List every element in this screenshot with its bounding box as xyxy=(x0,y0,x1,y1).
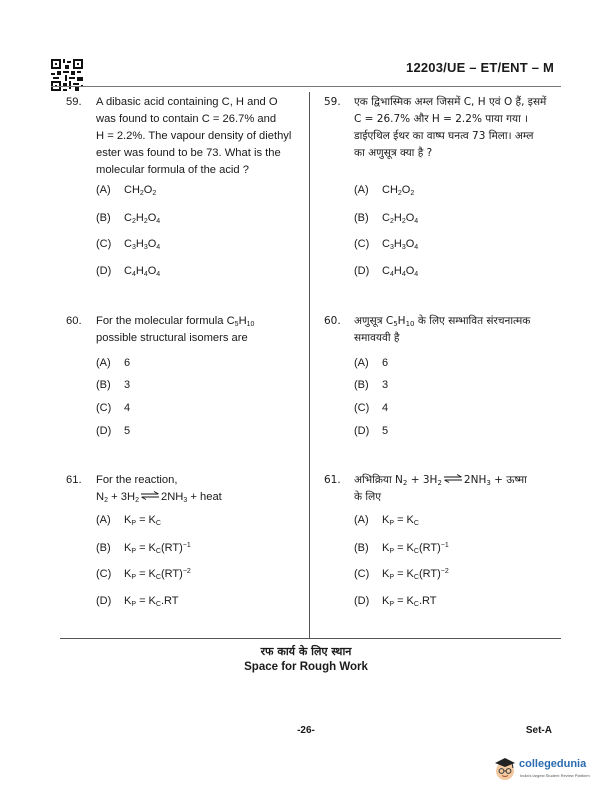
brand-name: collegedunia xyxy=(519,758,587,770)
question-61-hi: 61. अभिक्रिया $N_2 + 3H_2$ $2NH_3$ + ऊष्मा के लिए xyxy=(326,472,562,506)
reaction-equation: $N_2 + 3H_2$ $2NH_3$ + heat xyxy=(96,491,222,504)
student-mascot-icon xyxy=(492,756,518,782)
option-b[interactable]: (B) $C_2H_2O_4$ xyxy=(96,212,161,225)
question-text: अणुसूत्र $C_5H_{10}$ के लिए सम्भावित संरचनात्मक समावयवी है xyxy=(354,315,531,344)
brand-tagline: India's largest Student Review Platform xyxy=(520,773,590,778)
equilibrium-arrow-icon xyxy=(443,474,463,483)
option-a[interactable]: (A) $K_P = K_C$ xyxy=(96,514,161,527)
exam-code: 12203/UE – ET/ENT – M xyxy=(406,60,554,75)
rough-work-title-hi: रफ कार्य के लिए स्थान xyxy=(260,645,352,658)
option-d[interactable]: (D) $C_4H_4O_4$ xyxy=(96,265,161,278)
question-text: A dibasic acid containing C, H and O was found to contain C = 26.7% and H = 2.2%. The vapour density of diethyl ester was found to be 73. What is the molecular formula of the acid ? xyxy=(96,96,292,176)
question-59-en: 59. A dibasic acid containing C, H and O was found to contain C = 26.7% and H = 2.2%. The vapour density of diethyl ester was found to be 73. What is the molecular formula of the acid ? xyxy=(68,94,304,179)
option-b[interactable]: (B) $C_2H_2O_4$ xyxy=(354,212,419,225)
header-rule xyxy=(51,86,561,87)
option-a[interactable]: (A) $K_P = K_C$ xyxy=(354,514,419,527)
option-d[interactable]: (D) $C_4H_4O_4$ xyxy=(354,265,419,278)
option-a[interactable]: (A) $CH_2O_2$ xyxy=(354,184,415,197)
option-c[interactable]: (C) $K_P = K_C(RT)^{-2}$ xyxy=(354,568,449,581)
question-text: एक द्विभास्मिक अम्ल जिसमें C, H एवं O हैं, इसमें C = 26.7% और H = 2.2% पाया गया । डाईएथिल ईथर का वाष्प घनत्व 73 मिला। अम्ल का अणुसूत्र क्या है ? xyxy=(354,96,547,159)
option-a[interactable]: (A) 6 xyxy=(96,357,131,369)
column-divider xyxy=(309,92,310,638)
set-label: Set-A xyxy=(525,725,552,736)
rough-work-title-en: Space for Rough Work xyxy=(244,661,368,673)
question-text: For the molecular formula $C_5H_{10}$ possible structural isomers are xyxy=(96,315,255,344)
collegedunia-brand[interactable] xyxy=(492,752,608,786)
rough-work-rule xyxy=(60,638,561,639)
question-text: For the reaction, $N_2 + 3H_2$ $2NH_3$ + heat xyxy=(96,472,304,506)
question-60-hi: 60. अणुसूत्र $C_5H_{10}$ के लिए सम्भावित संरचनात्मक समावयवी है xyxy=(326,313,562,347)
option-c[interactable]: (C) $C_3H_3O_4$ xyxy=(96,238,161,251)
option-c[interactable]: (C) $K_P = K_C(RT)^{-2}$ xyxy=(96,568,191,581)
reaction-equation: अभिक्रिया $N_2 + 3H_2$ $2NH_3$ + ऊष्मा xyxy=(354,474,527,487)
question-59-hi: 59. एक द्विभास्मिक अम्ल जिसमें C, H एवं O हैं, इसमें C = 26.7% और H = 2.2% पाया गया । डाईएथिल ईथर का वाष्प घनत्व 73 मिला। अम्ल का अणुसूत्र क्या है ? xyxy=(326,94,562,162)
option-a[interactable]: (A) $CH_2O_2$ xyxy=(96,184,157,197)
equilibrium-arrow-icon xyxy=(140,491,160,500)
option-d[interactable]: (D) $K_P = K_C.RT$ xyxy=(354,595,437,608)
question-61-en: 61. For the reaction, $N_2 + 3H_2$ $2NH_3$ + heat xyxy=(68,472,304,506)
option-c[interactable]: (C) 4 xyxy=(96,402,131,414)
option-b[interactable]: (B) 3 xyxy=(96,379,131,391)
option-b[interactable]: (B) 3 xyxy=(354,379,389,391)
option-d[interactable]: (D) 5 xyxy=(96,425,131,437)
option-b[interactable]: (B) $K_P = K_C(RT)^{-1}$ xyxy=(96,542,191,555)
page-number: -26- xyxy=(297,725,315,736)
option-d[interactable]: (D) $K_P = K_C.RT$ xyxy=(96,595,179,608)
option-a[interactable]: (A) 6 xyxy=(354,357,389,369)
option-b[interactable]: (B) $K_P = K_C(RT)^{-1}$ xyxy=(354,542,449,555)
question-60-en: 60. For the molecular formula $C_5H_{10}$ possible structural isomers are xyxy=(68,313,304,347)
question-text: अभिक्रिया $N_2 + 3H_2$ $2NH_3$ + ऊष्मा के लिए xyxy=(354,472,562,506)
option-c[interactable]: (C) $C_3H_3O_4$ xyxy=(354,238,419,251)
option-d[interactable]: (D) 5 xyxy=(354,425,389,437)
option-c[interactable]: (C) 4 xyxy=(354,402,389,414)
